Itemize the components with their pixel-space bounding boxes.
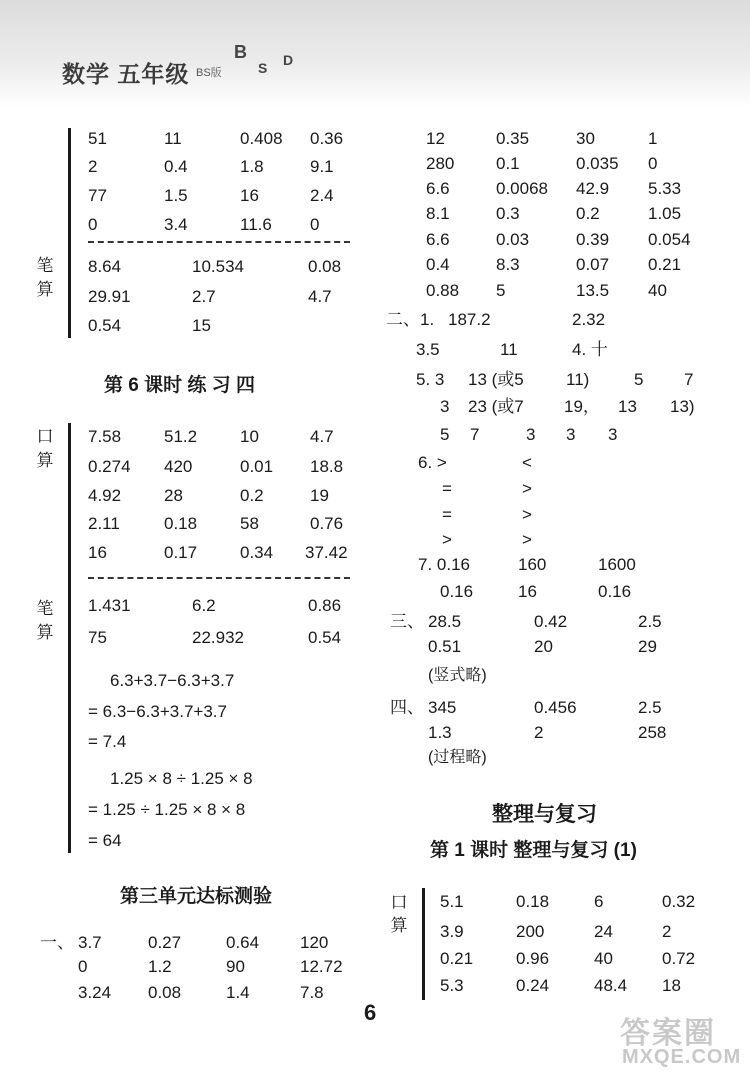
answer-cell: 12.72	[300, 957, 343, 976]
answer-cell: 1.4	[226, 983, 250, 1002]
answer-cell: 0.17	[164, 543, 198, 562]
answer-cell: 16	[88, 543, 107, 562]
block1-bracket	[68, 128, 71, 338]
answer-cell: 0.21	[440, 949, 474, 968]
calc-line: 1.25 × 8 ÷ 1.25 × 8	[110, 769, 253, 788]
answer-cell: 0.18	[516, 892, 550, 911]
answer-cell: 2.4	[310, 186, 334, 205]
answer-cell: 30	[576, 129, 595, 148]
question-label: 一、	[40, 933, 74, 952]
answer-cell: 0.34	[240, 543, 274, 562]
answer-cell: 48.4	[594, 976, 628, 995]
answer-cell: 0	[88, 215, 98, 234]
answer-cell: 3	[608, 425, 618, 444]
answer-cell: 58	[240, 514, 259, 533]
kousuan-label-char1: 口	[390, 893, 408, 912]
answer-cell: 90	[226, 957, 245, 976]
answer-cell: 3.24	[78, 983, 112, 1002]
edition-label: BS版	[196, 67, 222, 79]
answer-cell: 13 (或5	[468, 370, 524, 389]
calc-line: = 6.3−6.3+3.7+3.7	[88, 702, 227, 721]
calc-line: = 64	[88, 831, 122, 850]
question-label: 二、1.	[386, 310, 435, 329]
answer-cell: 2.11	[88, 514, 120, 533]
review-title: 整理与复习	[492, 803, 597, 826]
answer-cell: 29.91	[88, 287, 131, 306]
block2-bracket	[68, 423, 71, 853]
answer-cell: 7. 0.16	[418, 555, 470, 574]
answer-cell: 4.7	[310, 427, 334, 446]
answer-cell: 11.6	[240, 215, 272, 234]
book-title: 数学 五年级	[62, 61, 190, 87]
answer-cell: 0	[648, 154, 658, 173]
answer-cell: 8.3	[496, 255, 520, 274]
block2-divider	[88, 577, 350, 579]
answer-cell: 0.08	[308, 257, 342, 276]
answer-cell: 120	[300, 933, 329, 952]
answer-cell: 51.2	[164, 427, 198, 446]
answer-cell: 0.88	[426, 281, 460, 300]
answer-cell: 1.05	[648, 204, 682, 223]
answer-cell: 6.6	[426, 179, 450, 198]
answer-cell: 19，	[564, 397, 600, 416]
answer-cell: 28	[164, 486, 183, 505]
answer-cell: >	[442, 530, 452, 549]
answer-cell: 4.7	[308, 287, 332, 306]
answer-cell: 1600	[598, 555, 636, 574]
answer-cell: 11	[164, 129, 182, 148]
answer-cell: 0	[310, 215, 320, 234]
bisuan-label-char2: 算	[36, 280, 54, 299]
watermark-url: MXQE.COM	[622, 1046, 742, 1068]
answer-cell: 0.76	[310, 514, 344, 533]
answer-cell: 2	[662, 922, 672, 941]
answer-cell: 1.431	[88, 596, 131, 615]
answer-cell: >	[522, 479, 532, 498]
answer-cell: 6. >	[418, 453, 447, 472]
answer-cell: 0.274	[88, 457, 131, 476]
answer-cell: 40	[648, 281, 667, 300]
answer-cell: 0.39	[576, 230, 610, 249]
answer-cell: 280	[426, 154, 455, 173]
answer-cell: 12	[426, 129, 445, 148]
answer-cell: 0.72	[662, 949, 696, 968]
answer-cell: 3	[566, 425, 576, 444]
answer-cell: 420	[164, 457, 193, 476]
answer-cell: 3.5	[416, 340, 440, 359]
answer-cell: 8.64	[88, 257, 122, 276]
answer-cell: 0.054	[648, 230, 691, 249]
calc-line: = 7.4	[88, 732, 127, 751]
answer-cell: 2.7	[192, 287, 216, 306]
answer-cell: 0.035	[576, 154, 619, 173]
answer-cell: 7.8	[300, 983, 324, 1002]
answer-cell: 2.5	[638, 698, 662, 717]
answer-cell: 77	[88, 186, 107, 205]
answer-cell: 10.534	[192, 257, 244, 276]
answer-cell: 3.9	[440, 922, 464, 941]
bisuan-label-char1: 笔	[36, 256, 54, 275]
answer-cell: 0.86	[308, 596, 342, 615]
answer-cell: 0.4	[164, 157, 188, 176]
answer-cell: 40	[594, 949, 613, 968]
answer-cell: 3.4	[164, 215, 188, 234]
answer-cell: 0.01	[240, 457, 274, 476]
answer-cell: 1.2	[148, 957, 172, 976]
question-label: 四、	[390, 698, 424, 717]
answer-cell: 5	[496, 281, 506, 300]
answer-cell: 0.64	[226, 933, 260, 952]
answer-cell: 0.32	[662, 892, 696, 911]
answer-cell: 345	[428, 698, 457, 717]
header-letter-s: S	[258, 60, 268, 76]
answer-cell: 37.42	[305, 543, 348, 562]
answer-cell: 7	[684, 370, 694, 389]
question-label: 三、	[390, 612, 424, 631]
answer-cell: 0.03	[496, 230, 530, 249]
bisuan-label-char1: 笔	[36, 599, 54, 618]
answer-cell: 0.16	[598, 582, 632, 601]
answer-cell: >	[522, 505, 532, 524]
answer-cell: 42.9	[576, 179, 610, 198]
answer-cell: 51	[88, 129, 107, 148]
answer-cell: 29	[638, 637, 657, 656]
note: (竖式略)	[428, 667, 487, 684]
answer-cell: 0.54	[88, 316, 122, 335]
answer-cell: 187.2	[448, 310, 491, 329]
page-number: 6	[364, 1000, 377, 1025]
answer-cell: 2	[534, 723, 544, 742]
answer-cell: 16	[240, 186, 259, 205]
answer-cell: 0.1	[496, 154, 520, 173]
unit3-title: 第三单元达标测验	[120, 886, 273, 907]
answer-cell: 11	[500, 340, 518, 359]
answer-cell: 0.2	[240, 486, 264, 505]
lesson1-title: 第 1 课时 整理与复习 (1)	[430, 840, 637, 861]
answer-cell: 0.51	[428, 637, 462, 656]
answer-cell: =	[442, 505, 452, 524]
block1-divider	[88, 241, 350, 243]
answer-cell: 3	[526, 425, 536, 444]
answer-cell: 20	[534, 637, 553, 656]
answer-cell: 1.3	[428, 723, 452, 742]
answer-cell: 7.58	[88, 427, 122, 446]
answer-cell: 3.7	[78, 933, 102, 952]
answer-cell: 5	[440, 425, 450, 444]
answer-cell: 6.6	[426, 230, 450, 249]
answer-cell: 9.1	[310, 157, 334, 176]
answer-cell: 22.932	[192, 628, 244, 647]
calc-line: 6.3+3.7−6.3+3.7	[110, 671, 235, 690]
answer-cell: 258	[638, 723, 667, 742]
answer-cell: 4. 十	[572, 340, 608, 359]
answer-cell: 18.8	[310, 457, 344, 476]
answer-cell: 5	[634, 370, 644, 389]
answer-cell: 7	[470, 425, 480, 444]
answer-cell: 13.5	[576, 281, 610, 300]
answer-cell: 6	[594, 892, 604, 911]
watermark-logo: 答案圈	[620, 1017, 716, 1050]
answer-cell: 0.36	[310, 129, 344, 148]
header-letter-d: D	[283, 52, 294, 68]
answer-cell: 10	[240, 427, 259, 446]
answer-cell: 16	[518, 582, 537, 601]
answer-cell: 1.5	[164, 186, 188, 205]
kousuan-label-char2: 算	[390, 916, 408, 935]
answer-cell: <	[522, 453, 532, 472]
answer-cell: 28.5	[428, 612, 462, 631]
answer-cell: 15	[192, 316, 211, 335]
review-bracket	[422, 888, 425, 1000]
lesson6-title: 第 6 课时 练 习 四	[104, 375, 255, 396]
answer-cell: 19	[310, 486, 329, 505]
kousuan-label-char2: 算	[36, 451, 54, 470]
answer-cell: 0.0068	[496, 179, 548, 198]
kousuan-label-char1: 口	[36, 427, 54, 446]
answer-cell: 0.96	[516, 949, 550, 968]
answer-cell: =	[442, 479, 452, 498]
answer-cell: 0.24	[516, 976, 550, 995]
answer-cell: 200	[516, 922, 545, 941]
answer-cell: 0.27	[148, 933, 182, 952]
header-letter-b: B	[234, 42, 247, 62]
answer-cell: 6.2	[192, 596, 216, 615]
answer-cell: 0.54	[308, 628, 342, 647]
answer-cell: 0.16	[440, 582, 474, 601]
answer-cell: 0.456	[534, 698, 577, 717]
note: (过程略)	[428, 749, 487, 766]
answer-cell: 18	[662, 976, 681, 995]
answer-cell: 24	[594, 922, 613, 941]
answer-cell: 5. 3	[416, 370, 445, 389]
answer-cell: 0	[78, 957, 88, 976]
answer-cell: 0.21	[648, 255, 682, 274]
answer-cell: 0.42	[534, 612, 568, 631]
answer-cell: 4.92	[88, 486, 122, 505]
answer-cell: 5.3	[440, 976, 464, 995]
answer-cell: 0.18	[164, 514, 198, 533]
answer-cell: >	[522, 530, 532, 549]
answer-cell: 0.35	[496, 129, 530, 148]
answer-cell: 1.8	[240, 157, 264, 176]
answer-cell: 1	[648, 129, 658, 148]
header-band	[0, 0, 750, 108]
answer-cell: 13	[618, 397, 637, 416]
answer-cell: 5.1	[440, 892, 464, 911]
answer-cell: 0.07	[576, 255, 610, 274]
answer-cell: 0.4	[426, 255, 450, 274]
calc-line: = 1.25 ÷ 1.25 × 8 × 8	[88, 800, 246, 819]
answer-cell: 0.3	[496, 204, 520, 223]
answer-cell: 13)	[670, 397, 695, 416]
answer-cell: 75	[88, 628, 107, 647]
answer-cell: 2	[88, 157, 98, 176]
answer-cell: 3	[440, 397, 450, 416]
bisuan-label-char2: 算	[36, 623, 54, 642]
answer-cell: 5.33	[648, 179, 682, 198]
answer-cell: 0.408	[240, 129, 283, 148]
answer-cell: 0.2	[576, 204, 600, 223]
answer-cell: 11)	[566, 370, 590, 389]
answer-cell: 160	[518, 555, 547, 574]
answer-cell: 0.08	[148, 983, 182, 1002]
answer-cell: 23 (或7	[468, 397, 524, 416]
answer-cell: 2.32	[572, 310, 606, 329]
answer-cell: 8.1	[426, 204, 450, 223]
answer-cell: 2.5	[638, 612, 662, 631]
